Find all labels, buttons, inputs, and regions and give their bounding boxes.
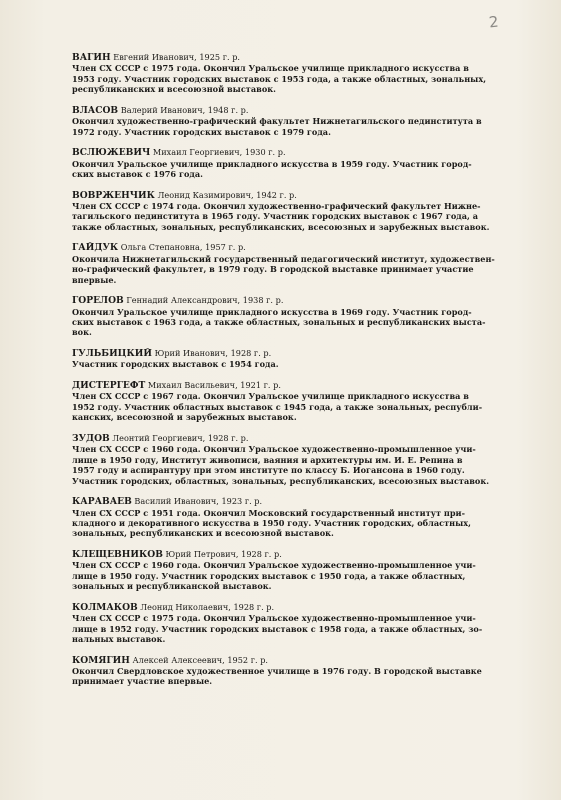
artist-surname: ГАЙДУК [72, 242, 119, 254]
artist-entry [72, 242, 502, 285]
biography-line: Член СХ СССР с 1975 года. Окончил Уральское художественно-промышленное учи- [72, 613, 476, 624]
artist-name-and-birth-year: Михаил Васильевич, 1921 г. р. [145, 380, 281, 391]
artist-name-and-birth-year: Леонид Николаевич, 1928 г. р. [137, 601, 275, 612]
artist-surname: КЛЕЩЕВНИКОВ [72, 548, 163, 560]
artist-name-and-birth-year: Леонид Казимирович, 1942 г. р. [154, 189, 297, 200]
biography-line: принимает участие впервые. [72, 676, 213, 687]
biography-line: также областных, зональных, республиканских, всесоюзных и зарубежных выставок. [72, 221, 490, 232]
artist-name-and-birth-year: Алексей Алексеевич, 1952 г. р. [129, 654, 269, 665]
artist-entry [72, 433, 502, 486]
artist-name-and-birth-year: Леонтий Георгиевич, 1928 г. р. [109, 432, 249, 443]
biography-line: Член СХ СССР с 1967 года. Окончил Уральское училище прикладного искусства в [72, 391, 469, 402]
entry-heading [72, 295, 502, 306]
artist-name-and-birth-year: Евгений Иванович, 1925 г. р. [110, 52, 241, 62]
entry-heading [72, 190, 502, 201]
biography-line: Член СХ СССР с 1960 года. Окончил Уральское художественно-промышленное учи- [72, 444, 476, 455]
biography-line: Участник городских, областных, зональных, республиканских, всесоюзных выставок. [72, 475, 490, 486]
artist-surname: ДИСТЕРГЕФТ [72, 380, 146, 392]
artist-surname: ГОРЕЛОВ [72, 295, 124, 307]
page-number: 2 [488, 12, 500, 32]
artist-name-and-birth-year: Юрий Петрович, 1928 г. р. [162, 548, 282, 559]
biography-line: ских выставок с 1963 года, а также областных, зональных и республиканских выста- [72, 317, 486, 328]
artist-surname: ВЛАСОВ [72, 104, 119, 116]
biography-line: 1952 году. Участник областных выставок с 1945 года, а также зональных, республи- [72, 401, 483, 412]
artist-entry [72, 348, 502, 370]
artist-surname: ГУЛЬБИЦКИЙ [72, 348, 153, 360]
biography-line: Член СХ СССР с 1951 года. Окончил Московский государственный институт при- [72, 507, 465, 518]
entry-heading [72, 52, 502, 63]
artist-surname: КОМЯГИН [72, 654, 130, 666]
artist-name-and-birth-year: Василий Иванович, 1923 г. р. [131, 496, 263, 507]
biography-line: Окончила Нижнетагильский государственный педагогический институт, художествен- [72, 253, 495, 264]
artist-surname: ВАГИН [72, 52, 111, 63]
biography-line: вок. [72, 327, 92, 338]
biography-line: тагильского пединститута в 1965 году. Участник городских выставок с 1967 года, а [72, 211, 478, 222]
biography-line: 1953 году. Участник городских выставок с 1953 года, а также областных, зональных, [72, 73, 487, 84]
biography-line: Окончил Уральское училище прикладного искусства в 1959 году. Участник город- [72, 158, 472, 169]
biography-line: лище в 1950 году, Институт живописи, ваяния и архитектуры им. И. Е. Репина в [72, 454, 463, 465]
artist-entry [72, 655, 502, 687]
entry-heading [72, 105, 502, 116]
biography-line: Член СХ СССР с 1974 года. Окончил художественно-графический факультет Нижне- [72, 201, 481, 212]
artist-entry [72, 602, 502, 645]
artist-surname: КОЛМАКОВ [72, 601, 138, 613]
artist-name-and-birth-year: Юрий Иванович, 1928 г. р. [152, 348, 272, 359]
entry-heading [72, 242, 502, 253]
biography-line: но-графический факультет, в 1979 году. В городской выставке принимает участие [72, 264, 474, 275]
artist-entry [72, 190, 502, 233]
artist-surname: ЗУДОВ [72, 432, 110, 444]
entry-heading [72, 549, 502, 560]
biography-line: ских выставок с 1976 года. [72, 169, 203, 180]
artist-name-and-birth-year: Валерий Иванович, 1948 г. р. [118, 104, 249, 115]
entry-heading [72, 655, 502, 666]
biography-line: 1957 году и аспирантуру при этом институте по классу Б. Иогансона в 1960 году. [72, 465, 465, 476]
artist-entry [72, 105, 502, 137]
artist-surname: КАРАВАЕВ [72, 496, 132, 508]
artist-name-and-birth-year: Ольга Степановна, 1957 г. р. [118, 242, 246, 253]
biography-line: Окончил Свердловское художественное училище в 1976 году. В городской выставке [72, 665, 482, 676]
biography-line: кладного и декоративного искусства в 1950 году. Участник городских, областных, [72, 517, 471, 528]
biography-line: зональных и республиканской выставок. [72, 581, 272, 592]
artist-surname: ВОВРЖЕНЧИК [72, 189, 155, 201]
biography-line: 1972 году. Участник городских выставок с 1979 года. [72, 126, 331, 137]
biography-line: нальных выставок. [72, 633, 166, 644]
biography-line: впервые. [72, 274, 117, 285]
artist-entry [72, 380, 502, 423]
entry-heading [72, 602, 502, 613]
artist-entry [72, 549, 502, 592]
biography-line: Член СХ СССР с 1975 года. Окончил Уральское училище прикладного искусства в [72, 63, 469, 74]
biography-line: Член СХ СССР с 1960 года. Окончил Уральское художественно-промышленное учи- [72, 560, 476, 571]
artist-entry [72, 52, 502, 95]
artist-entry [72, 147, 502, 179]
biography-line: Окончил художественно-графический факультет Нижнетагильского пединститута в [72, 116, 482, 127]
biography-line: республиканских и всесоюзной выставок. [72, 84, 276, 95]
entry-heading [72, 380, 502, 391]
artist-name-and-birth-year: Геннадий Александрович, 1938 г. р. [123, 295, 284, 306]
biography-line: канских, всесоюзной и зарубежных выставок. [72, 412, 297, 423]
entry-heading [72, 147, 502, 158]
biography-line: лище в 1950 году. Участник городских выставок с 1950 года, а также областных, [72, 570, 466, 581]
artist-name-and-birth-year: Михаил Георгиевич, 1930 г. р. [150, 147, 286, 158]
biography-line: лище в 1952 году. Участник городских выставок с 1958 года, а также областных, зо- [72, 623, 483, 634]
entry-heading [72, 496, 502, 507]
entry-heading [72, 433, 502, 444]
artist-entry [72, 496, 502, 539]
artist-entry [72, 295, 502, 338]
biography-line: зональных, республиканских и всесоюзной выставок. [72, 528, 334, 539]
artist-surname: ВСЛЮЖЕВИЧ [72, 147, 151, 159]
biography-line: Участник городских выставок с 1954 года. [72, 359, 279, 370]
artist-list [72, 52, 502, 697]
entry-heading [72, 348, 502, 359]
biography-line: Окончил Уральское училище прикладного искусства в 1969 году. Участник город- [72, 306, 472, 317]
